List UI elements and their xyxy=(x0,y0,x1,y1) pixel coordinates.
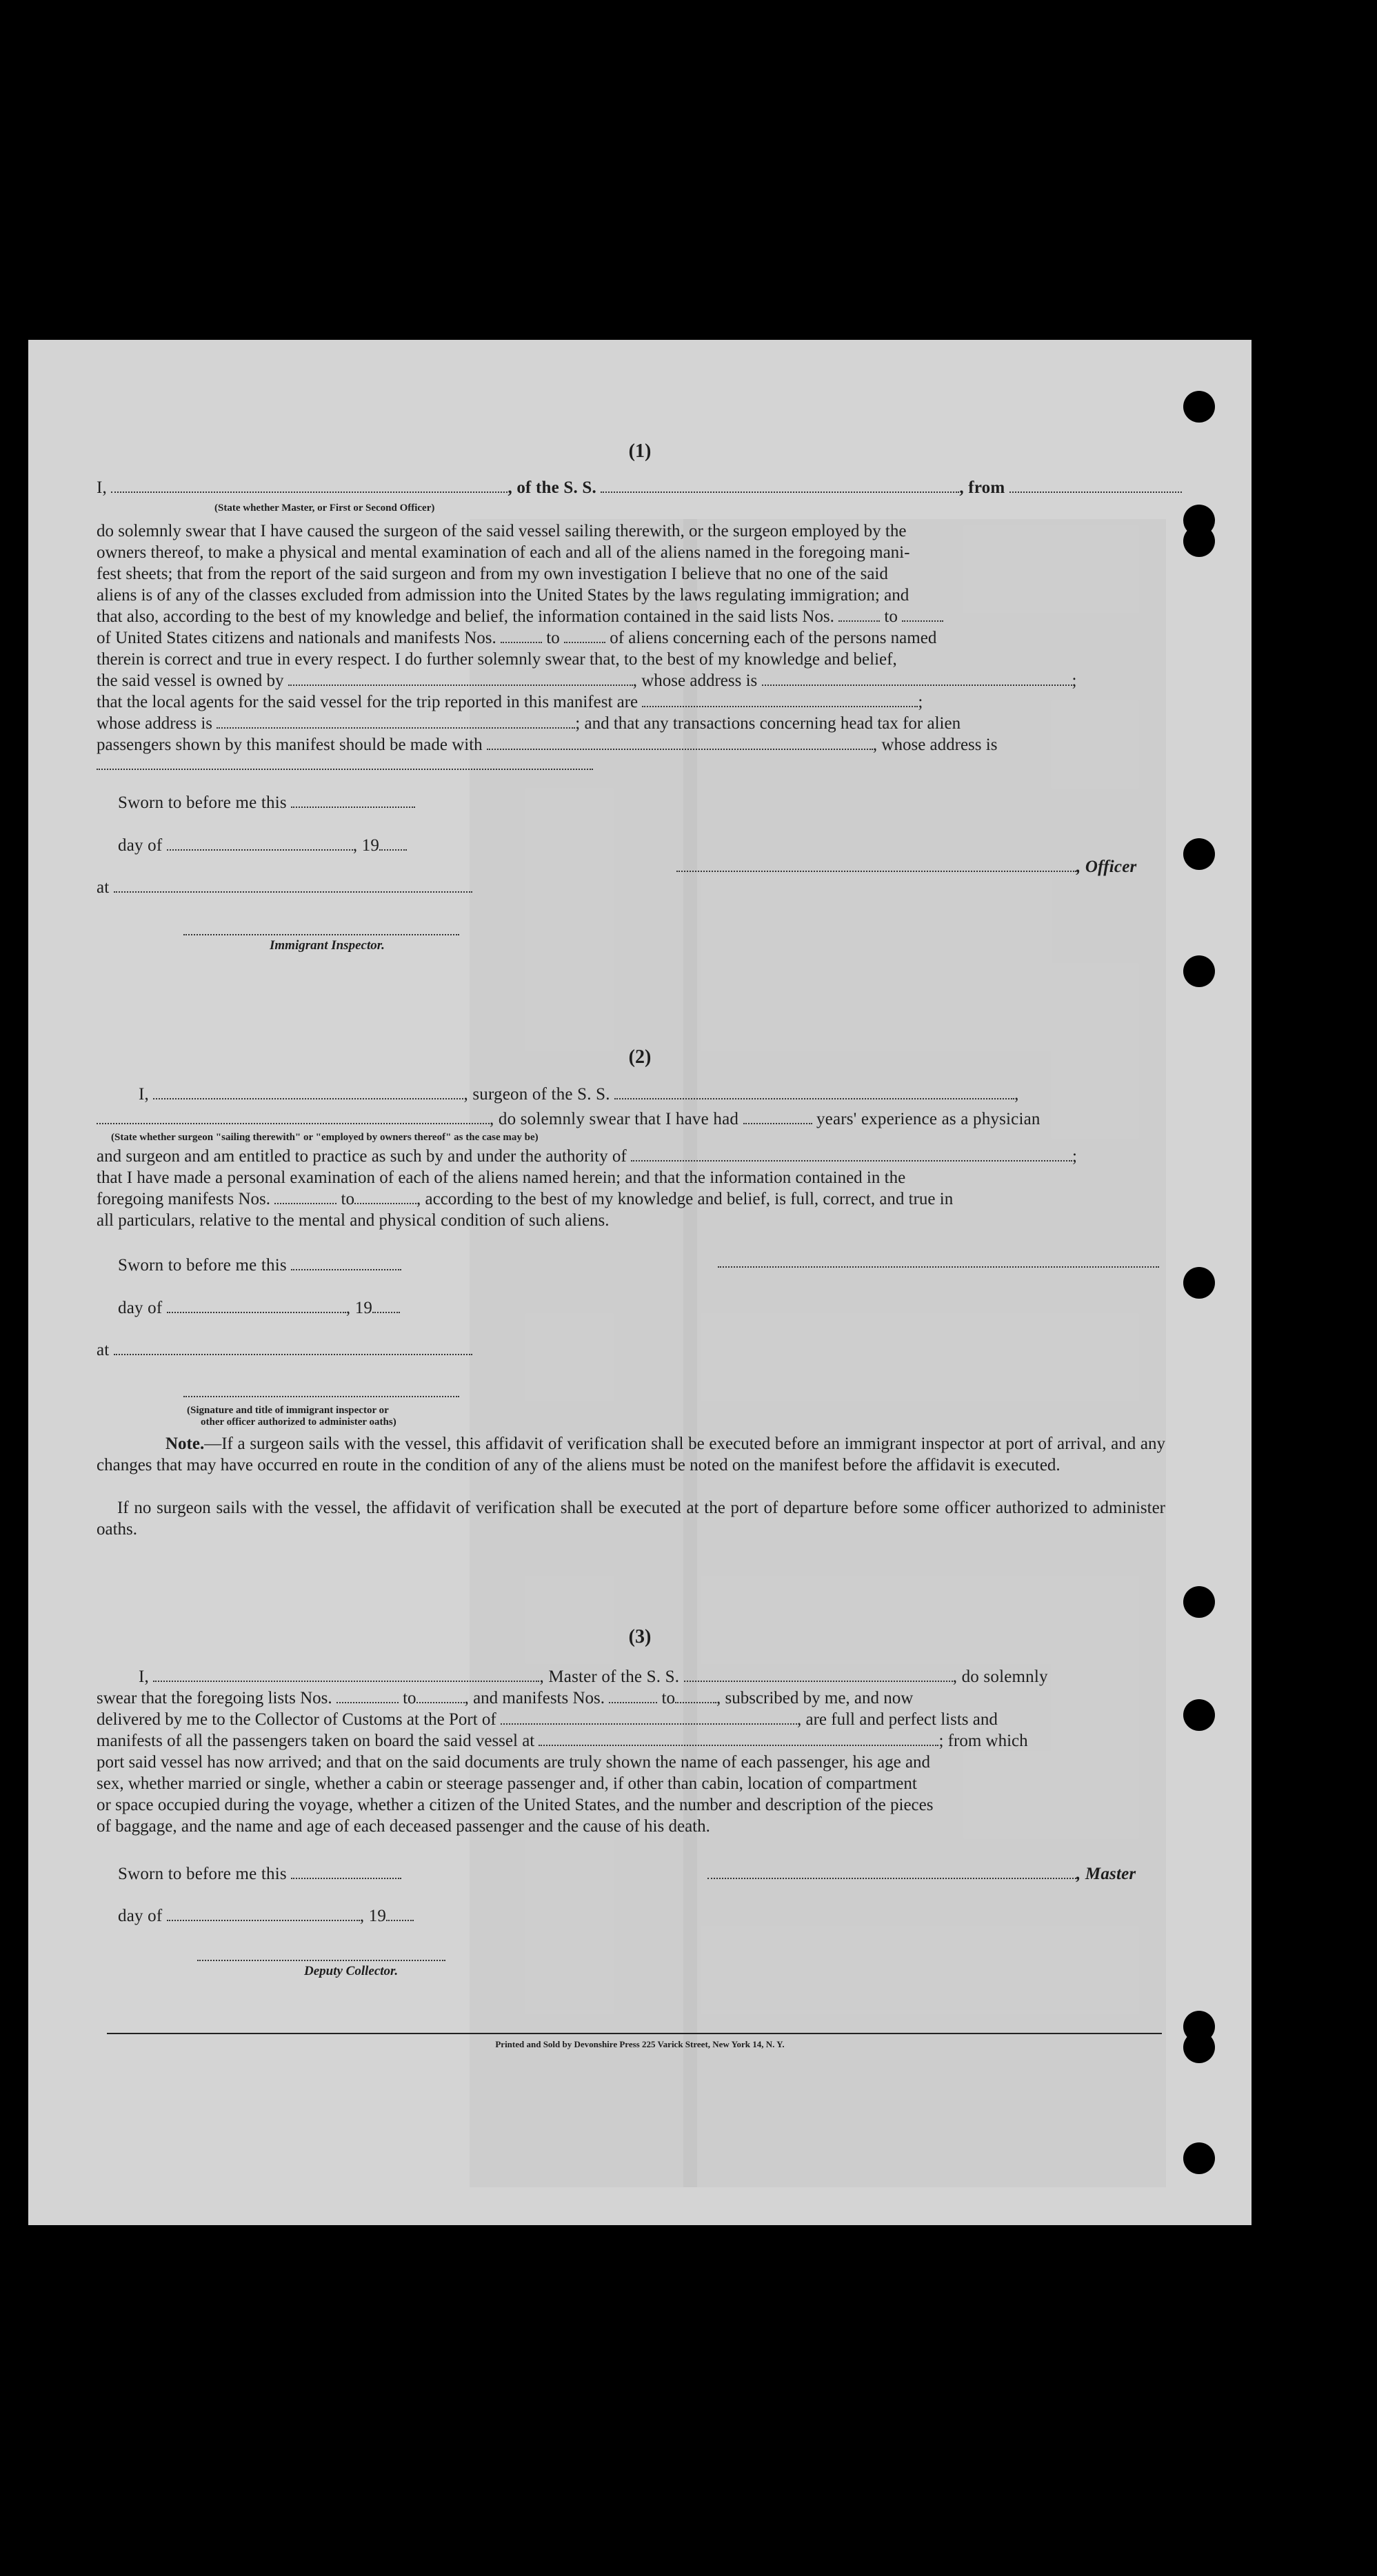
punch-hole xyxy=(1183,2142,1215,2174)
punch-hole xyxy=(1183,2031,1215,2063)
section-1-body-line: that also, according to the best of my knowledge and belief, the information contained in the said lists Nos. to xyxy=(97,606,1165,627)
section-2-note: Note.—If a surgeon sails with the vessel, this affidavit of verification shall be executed before an immigrant inspector at port of arrival, and any changes that may have occurred en route in the condition of any of the aliens must be noted on the manifest before the affidavit is executed. xyxy=(97,1434,1165,1474)
section-3-body xyxy=(97,1687,1165,1837)
section-2-note-2: If no surgeon sails with the vessel, the affidavit of verification shall be executed at the port of departure before some officer authorized to administer oaths. xyxy=(97,1499,1165,1539)
section-1-body-line: aliens is of any of the classes excluded from admission into the United States by the laws regulating immigration; and xyxy=(97,586,909,605)
section-1-owned-line: the said vessel is owned by , whose address is ; xyxy=(97,671,1077,690)
section-1-inspector-line xyxy=(183,934,459,935)
section-3-body-line: port said vessel has now arrived; and that on the said documents are truly shown the name of each passenger, his age and xyxy=(97,1753,931,1772)
section-2-number: (2) xyxy=(628,1046,652,1068)
section-2-signer-hint: (Signature and title of immigrant inspector or xyxy=(187,1405,389,1416)
printer-footer: Printed and Sold by Devonshire Press 225 Varick Street, New York 14, N. Y. xyxy=(495,2039,785,2049)
section-1-head-tax-line: passengers shown by this manifest should be made with , whose address is xyxy=(97,736,998,754)
section-1-oath-line: I, , of the S. S. , from xyxy=(97,478,1182,498)
section-2-signature-line xyxy=(718,1266,1159,1268)
section-3-lists-line: swear that the foregoing lists Nos. to , and manifests Nos. to , subscribed by me, and now xyxy=(97,1689,914,1707)
section-1-body-line: of United States citizens and nationals and manifests Nos. to of aliens concerning each of the persons named xyxy=(97,629,937,647)
section-3-body-line: of baggage, and the name and age of each deceased passenger and the cause of his death. xyxy=(97,1817,710,1836)
section-3-manifests-line: manifests of all the passengers taken on board the said vessel at ; from which xyxy=(97,1732,1028,1750)
punch-hole xyxy=(1183,1586,1215,1618)
section-2-sworn: Sworn to before me this xyxy=(118,1256,401,1275)
section-1-sworn: Sworn to before me this xyxy=(118,793,415,813)
section-2-swear-line: , do solemnly swear that I have had years' experience as a physician xyxy=(97,1110,1041,1129)
section-3-collector-line xyxy=(197,1960,445,1961)
section-3-body-line: sex, whether married or single, whether a cabin or steerage passenger and, if other than cabin, location of compartment xyxy=(97,1774,917,1793)
section-1-body-line: fest sheets; that from the report of the said surgeon and from my own investigation I believe that no one of the said xyxy=(97,565,888,583)
section-2-signer-hint: other officer authorized to administer oaths) xyxy=(201,1417,396,1428)
section-1-day-of: day of , 19 xyxy=(118,836,407,855)
section-1-role-hint: (State whether Master, or First or Second Officer) xyxy=(214,503,435,514)
punch-hole xyxy=(1183,391,1215,423)
section-2-hint: (State whether surgeon "sailing therewith" or "employed by owners thereof" as the case may be) xyxy=(111,1132,539,1143)
section-2-examination-line: that I have made a personal examination of each of the aliens named herein; and that the information contained in the xyxy=(97,1168,906,1187)
section-1-signer: Immigrant Inspector. xyxy=(270,938,385,953)
section-1-body xyxy=(97,520,1165,755)
section-1-body-line: do solemnly swear that I have caused the surgeon of the said vessel sailing therewith, or the surgeon employed by the xyxy=(97,522,907,540)
section-1-agents-line: that the local agents for the said vessel for the trip reported in this manifest are ; xyxy=(97,693,923,711)
punch-hole xyxy=(1183,955,1215,987)
section-3-body-line: or space occupied during the voyage, whether a citizen of the United States, and the number and description of the pieces xyxy=(97,1796,934,1814)
punch-hole xyxy=(1183,525,1215,557)
section-3-day-of: day of , 19 xyxy=(118,1907,414,1926)
footer-rule xyxy=(107,2033,1162,2034)
section-2-day-of: day of , 19 xyxy=(118,1299,400,1318)
section-2-at: at xyxy=(97,1341,472,1360)
section-3-master-line: , Master xyxy=(707,1865,1136,1884)
section-2-particulars-line: all particulars, relative to the mental and physical condition of such aliens. xyxy=(97,1211,610,1230)
section-2-oath-line: I, , surgeon of the S. S. , xyxy=(139,1085,1019,1104)
section-1-number: (1) xyxy=(628,440,652,462)
section-3-delivered-line: delivered by me to the Collector of Customs at the Port of , are full and perfect lists and xyxy=(97,1710,998,1729)
section-1-body-line: therein is correct and true in every respect. I do further solemnly swear that, to the best of my knowledge and belief, xyxy=(97,650,897,669)
section-3-number: (3) xyxy=(628,1626,652,1647)
section-2-inspector-line xyxy=(183,1396,459,1397)
section-1-body-line: owners thereof, to make a physical and mental examination of each and all of the aliens named in the foregoing mani- xyxy=(97,543,910,562)
section-3-signer: Deputy Collector. xyxy=(304,1964,399,1978)
section-1-at: at xyxy=(97,878,472,897)
section-3-oath-line: I, , Master of the S. S. , do solemnly xyxy=(139,1667,1048,1686)
section-2-foregoing-line: foregoing manifests Nos. to , according to the best of my knowledge and belief, is full, correct, and true in xyxy=(97,1190,954,1208)
punch-hole xyxy=(1183,838,1215,870)
section-2-practice-line: and surgeon and am entitled to practice as such by and under the authority of ; xyxy=(97,1147,1077,1166)
punch-hole xyxy=(1183,1699,1215,1731)
section-1-address-line xyxy=(97,769,593,770)
section-2-body xyxy=(97,1146,1165,1231)
bleed-through-column xyxy=(683,519,1166,2187)
punch-hole xyxy=(1183,1267,1215,1299)
section-1-agent-address-line: whose address is ; and that any transactions concerning head tax for alien xyxy=(97,714,961,733)
document-sheet xyxy=(28,340,1252,2225)
section-3-sworn: Sworn to before me this xyxy=(118,1865,401,1884)
section-1-officer-line: , Officer xyxy=(676,858,1136,877)
